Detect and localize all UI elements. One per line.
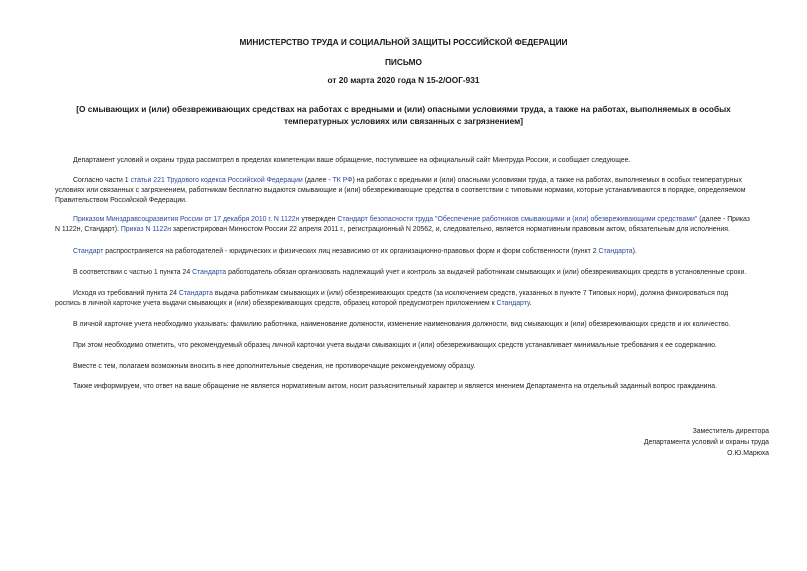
paragraph-7: В личной карточке учета необходимо указывать: фамилию работника, наименование должности, изменение наименования должности, вид смывающих и (или) обезвреживающих средств и их количество. — [73, 321, 731, 328]
signature-name: О.Ю.Марюха — [727, 450, 769, 457]
paragraph-5-text-2: работодатель обязан организовать надлежащий учет и контроль за выдачей работникам смывающих и (или) обезвреживающих средств в установленные сроки. — [226, 269, 747, 276]
paragraph-1: Департамент условий и охраны труда рассмотрел в пределах компетенции ваше обращение, поступившее на официальный сайт Минтруда России, и сообщает следующее. — [73, 157, 631, 164]
paragraph-8: При этом необходимо отметить, что рекомендуемый образец личной карточки учета выдачи смывающих и (или) обезвреживающих средств устанавливает минимальные требования к ее содержанию. — [73, 342, 717, 349]
paragraph-2-text-3: ) на работах с вредными и (или) опасными условиями труда, а также на работах, выполняемых в особых температурных условиях или связанных с загрязнением, работникам бесплатно выдаются смывающие и (или) обезвреживающие средства в соответствии с типовыми нормами, которые устанавливаются в порядке, определяемом Правительством Российской Федерации. — [55, 177, 746, 204]
paragraph-5 — [55, 268, 755, 278]
standard-point-24-link-2[interactable]: Стандарта — [178, 290, 214, 297]
ministry-title: МИНИСТЕРСТВО ТРУДА И СОЦИАЛЬНОЙ ЗАЩИТЫ РОССИЙСКОЙ ФЕДЕРАЦИИ — [239, 37, 568, 47]
paragraph-3-text-3: зарегистрирован Минюстом России 22 апреля 2011 г., регистрационный N 20562, и, следовательно, является нормативным правовым актом, обязательным для исполнения. — [171, 226, 730, 233]
paragraph-6-text-2: выдача работникам смывающих и (или) обезвреживающих средств (за исключением средств, указанных в пункте 7 Типовых норм), должна фиксироваться под роспись в личной карточке учета выдачи смывающих и (или) обезвреживающих средств, образец которой предусмотрен приложением к — [55, 290, 729, 307]
labor-code-abbrev-link[interactable]: ТК РФ — [332, 177, 353, 184]
signature-position: Заместитель директора — [692, 428, 769, 435]
paragraph-10: Также информируем, что ответ на ваше обращение не является нормативным актом, носит разъяснительный характер и является мнением Департамента на отдельный заданный вопрос гражданина. — [73, 383, 718, 390]
document-subject: [О смывающих и (или) обезвреживающих средствах на работах с вредными и (или) опасными условиями труда, а также на работах, выполняемых в особых температурных условиях или связанных с загрязнением] — [76, 104, 731, 126]
paragraph-6-text-3: . — [529, 300, 532, 307]
labor-code-article-link[interactable]: статьи 221 Трудового кодекса Российской Федерации — [130, 177, 303, 184]
paragraph-2 — [55, 176, 755, 206]
paragraph-5-text-1: В соответствии с частью 1 пункта 24 — [73, 269, 193, 276]
paragraph-2-text-1: Согласно части 1 — [73, 177, 131, 184]
paragraph-3-text-2: (далее - Приказ N 1122н, Стандарт). — [55, 216, 750, 233]
standard-appendix-link[interactable]: Стандарту — [496, 300, 530, 307]
paragraph-4-text-1: распространяется на работодателей - юридических и физических лиц независимо от их организационно-правовых форм и форм собственности (пункт 2 — [103, 248, 599, 255]
standard-link[interactable]: Стандарт — [73, 248, 104, 255]
order-1122n-link[interactable]: Приказом Минздравсоцразвития России от 17 декабря 2010 г. N 1122н — [73, 216, 300, 223]
paragraph-2-text-2: (далее - — [302, 177, 333, 184]
document-type: ПИСЬМО — [384, 57, 423, 67]
standard-point-2-link[interactable]: Стандарта — [598, 248, 633, 255]
paragraph-6-text-1: Исходя из требований пункта 24 — [73, 290, 179, 297]
safety-standard-link[interactable]: Стандарт безопасности труда "Обеспечение работников смывающими и (или) обезвреживающими средствами" — [337, 216, 698, 223]
standard-point-24-link[interactable]: Стандарта — [192, 269, 227, 276]
paragraph-3 — [55, 215, 755, 235]
signature-department: Департамента условий и охраны труда — [643, 439, 769, 446]
paragraph-4 — [55, 247, 755, 257]
paragraph-3-text-1: утвержден — [299, 216, 338, 223]
order-1122n-short-link[interactable]: Приказ N 1122н — [120, 226, 172, 233]
paragraph-4-text-2: ). — [632, 248, 637, 255]
paragraph-6 — [55, 289, 755, 309]
document-date-number: от 20 марта 2020 года N 15-2/ООГ-931 — [327, 75, 480, 85]
paragraph-9: Вместе с тем, полагаем возможным вносить в нее дополнительные сведения, не противоречащие рекомендуемому образцу. — [73, 363, 476, 370]
